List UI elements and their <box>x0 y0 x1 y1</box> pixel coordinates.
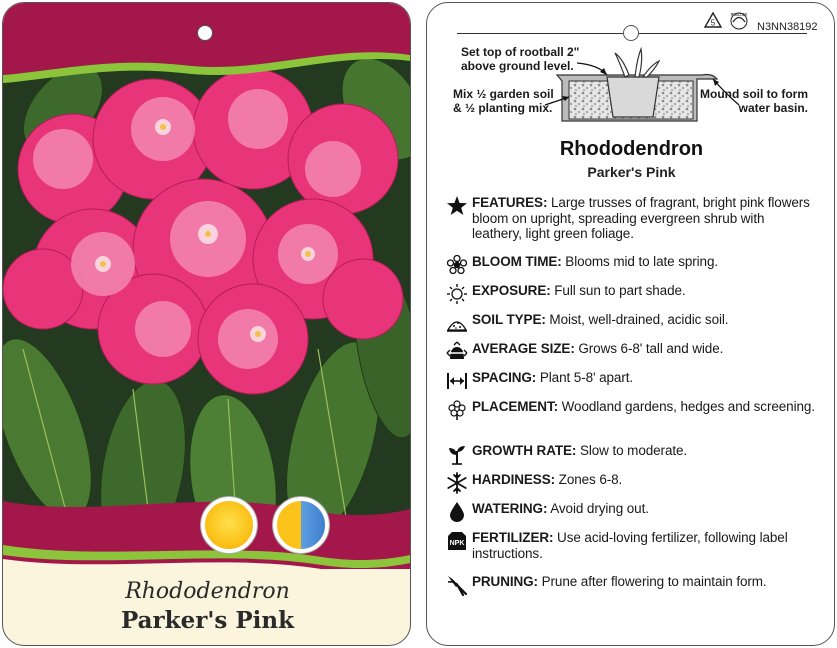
rhododendron-photo <box>3 49 411 549</box>
punch-hole <box>623 25 639 41</box>
sun-icon <box>445 283 469 305</box>
water-drop-icon <box>445 501 469 523</box>
flower-icon <box>445 254 469 276</box>
diagram-label-rootball: Set top of rootball 2" above ground level. <box>461 45 580 73</box>
svg-text:macore: macore <box>730 12 748 18</box>
attribute-growth-rate: GROWTH RATE: Slow to moderate. <box>445 443 815 465</box>
attribute-spacing: SPACING: Plant 5-8' apart. <box>445 370 815 392</box>
back-cultivar-name: Parker's Pink <box>587 164 676 180</box>
attribute-features: FEATURES: Large trusses of fragrant, bright pink flowers bloom on upright, spreading evergreen shrub with leathery, light green foliage. <box>445 195 815 242</box>
recycle-icon <box>703 11 723 31</box>
star-icon <box>445 195 469 217</box>
spacing-icon <box>445 370 469 392</box>
plant-tag-back <box>426 2 835 646</box>
attribute-pruning: PRUNING: Prune after flowering to maintain form. <box>445 574 815 596</box>
full-sun-icon <box>201 497 257 553</box>
back-genus-name: Rhododendron <box>559 138 704 160</box>
attribute-exposure: EXPOSURE: Full sun to part shade. <box>445 283 815 305</box>
attribute-average-size: AVERAGE SIZE: Grows 6-8' tall and wide. <box>445 341 815 363</box>
plant-tag-front <box>2 2 411 646</box>
attribute-watering: WATERING: Avoid drying out. <box>445 501 815 523</box>
top-band <box>3 3 410 83</box>
svg-text:NPK: NPK <box>449 540 465 547</box>
punch-hole <box>197 25 213 41</box>
npk-icon <box>445 530 469 552</box>
snowflake-icon <box>445 472 469 494</box>
placement-icon <box>445 399 469 421</box>
product-code: N3NN38192 <box>757 21 818 33</box>
front-genus-name: Rhododendron <box>125 579 290 604</box>
part-shade-icon <box>273 497 329 553</box>
growth-icon <box>445 443 469 465</box>
size-icon <box>445 341 469 363</box>
pruners-icon <box>445 574 469 596</box>
soil-icon <box>445 312 469 334</box>
attribute-hardiness: HARDINESS: Zones 6-8. <box>445 472 815 494</box>
attribute-fertilizer: NPK FERTILIZER: Use acid-loving fertilizer, following label instructions. <box>445 530 815 561</box>
front-cultivar-name: Parker's Pink <box>120 607 295 634</box>
diagram-label-mix: Mix ½ garden soil & ½ planting mix. <box>453 87 554 115</box>
attribute-bloom-time: BLOOM TIME: Blooms mid to late spring. <box>445 254 815 276</box>
macore-logo <box>725 9 753 31</box>
diagram-label-mound: Mound soil to form water basin. <box>700 87 808 115</box>
attribute-placement: PLACEMENT: Woodland gardens, hedges and screening. <box>445 399 815 421</box>
attribute-soil-type: SOIL TYPE: Moist, well-drained, acidic soil. <box>445 312 815 334</box>
svg-text:5: 5 <box>710 18 716 28</box>
